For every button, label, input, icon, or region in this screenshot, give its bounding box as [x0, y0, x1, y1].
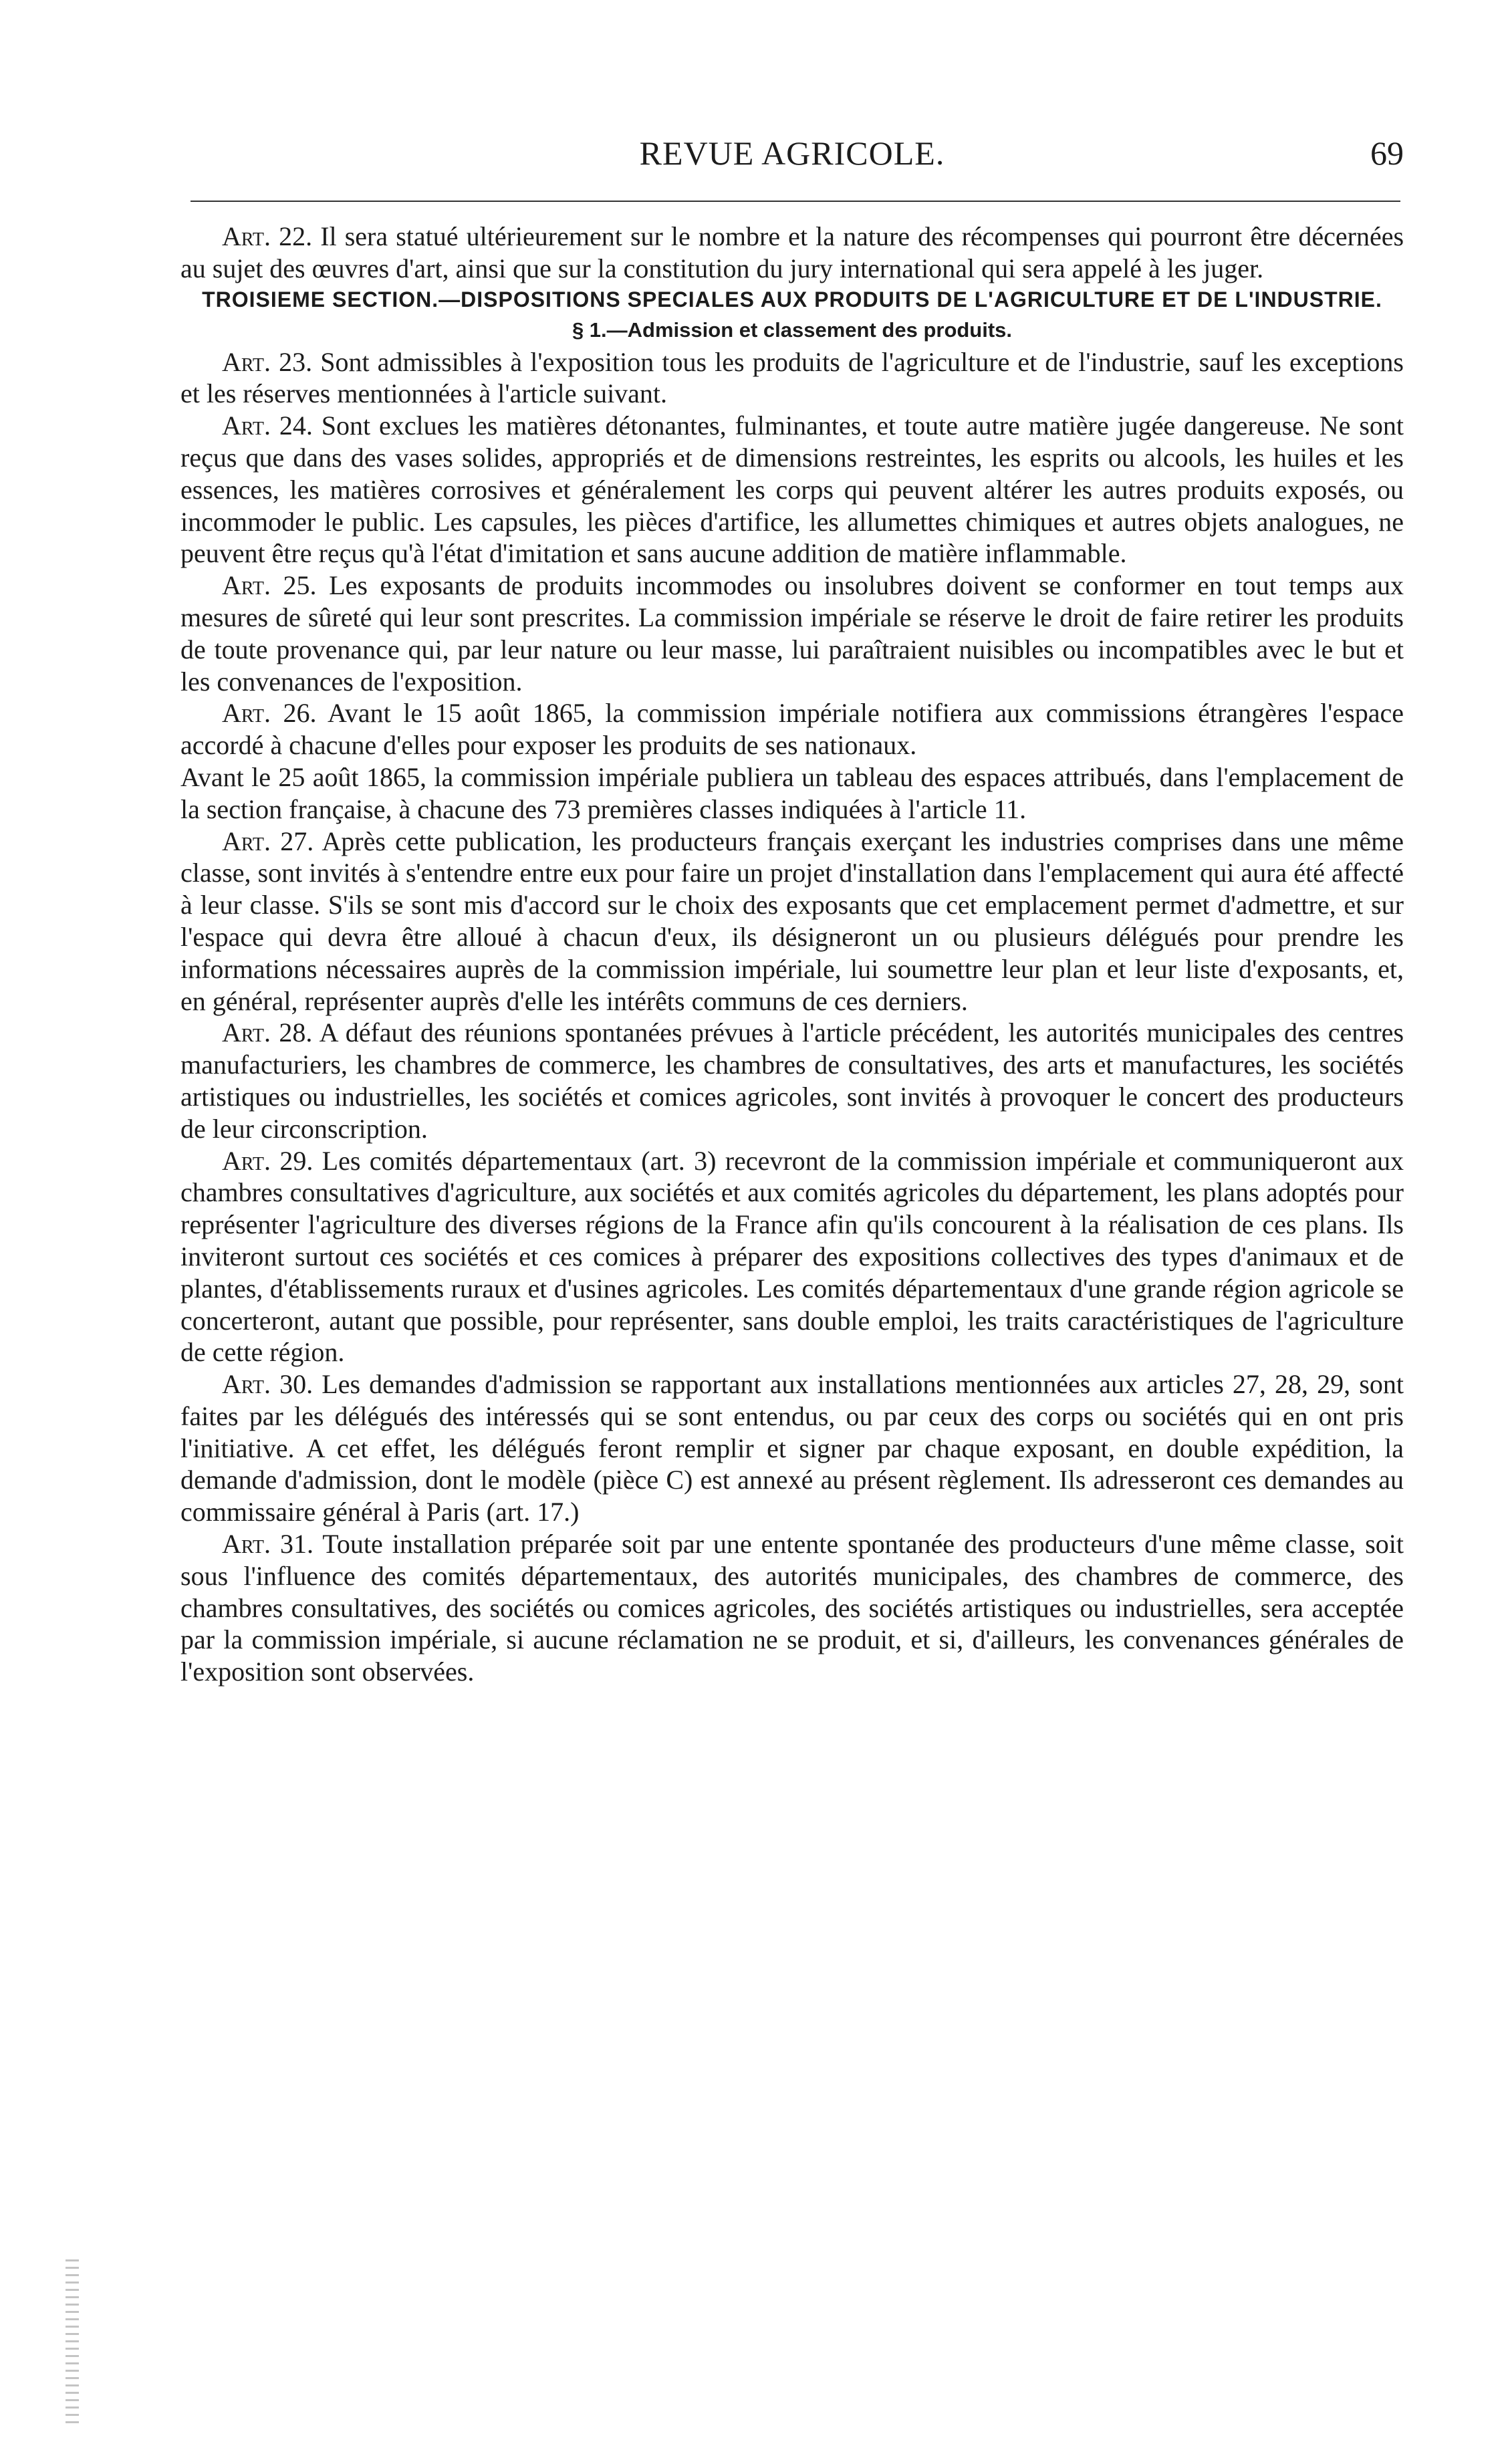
margin-specks [66, 2259, 79, 2427]
article-26-continued [180, 761, 1404, 826]
article-text: Les comités départementaux (art. 3) recevront de la commission impériale et communiqueront aux chambres consultatives d'agriculture, aux sociétés et aux comités agricoles du département, les plans adoptés pour représenter l'agriculture des diverses régions de la France afin qu'ils concourent à la réalisation de ces plans. Ils inviteront surtout ces sociétés et ces comices à préparer des expositions collectives des types d'animaux et de plantes, d'établissements ruraux et d'usines agricoles. Les comités départementaux d'une grande région agricole se concerteront, autant que possible, pour représenter, sans double emploi, les traits caractéristiques de l'agriculture de cette région. [180, 1145, 1404, 1368]
article-text: A défaut des réunions spontanées prévues à l'article précédent, les autorités municipales des centres manufacturiers, les chambres de commerce, les chambres de consultatives, des arts et manufactures, les sociétés artistiques ou industrielles, les sociétés et comices agricoles, sont invités à provoquer le concert des producteurs de leur circonscription. [180, 1017, 1404, 1144]
body-text [180, 221, 1404, 1688]
article-23 [180, 346, 1404, 410]
page-header [180, 134, 1404, 180]
article-30 [180, 1368, 1404, 1528]
article-text: Les exposants de produits incommodes ou insolubres doivent se conformer en tout temps aux mesures de sûreté qui leur sont prescrites. La commission impériale se réserve le droit de faire retirer les produits de toute provenance qui, par leur nature ou leur masse, lui paraîtraient nuisibles ou incompatibles avec le but et les convenances de l'exposition. [180, 570, 1404, 697]
article-22 [180, 221, 1404, 285]
article-28 [180, 1017, 1404, 1144]
article-label: Art. 31. [222, 1529, 314, 1560]
article-24 [180, 410, 1404, 570]
article-label: Art. 28. [222, 1017, 313, 1048]
article-label: Art. 25. [222, 570, 317, 601]
article-text: Après cette publication, les producteurs français exerçant les industries comprises dans une même classe, sont invités à s'entendre entre eux pour faire un projet d'installation dans l'emplacement qui aura été affecté à leur classe. S'ils se sont mis d'accord sur le choix des exposants que cet emplacement permet d'admettre, et sur l'espace qui devra être alloué à chacun d'eux, ils désigneront un ou plusieurs délégués pour prendre les informations nécessaires auprès de la commission impériale, lui soumettre leur plan et leur liste d'exposants, et, en général, représenter auprès d'elle les intérêts communs de ces derniers. [180, 826, 1404, 1016]
header-rule [191, 201, 1400, 202]
article-text: Sont admissibles à l'exposition tous les produits de l'agriculture et de l'industrie, sauf les exceptions et les réserves mentionnées à l'article suivant. [180, 346, 1404, 409]
article-26 [180, 697, 1404, 761]
page-number: 69 [1370, 134, 1404, 172]
section-heading: TROISIEME SECTION.—DISPOSITIONS SPECIALES AUX PRODUITS DE L'AGRICULTURE ET DE L'INDUSTRIE. [202, 287, 1382, 312]
article-label: Art. 26. [222, 698, 317, 729]
subsection-heading: § 1.—Admission et classement des produits. [572, 318, 1013, 342]
article-text: Sont exclues les matières détonantes, fulminantes, et toute autre matière jugée dangereuse. Ne sont reçus que dans des vases solides, appropriés et de dimensions restreintes, les esprits ou alcools, les huiles et les essences, les matières corrosives et généralement les corps qui peuvent altérer les autres produits exposés, ou incommoder le public. Les capsules, les pièces d'artifice, les allumettes chimiques et autres objets analogues, ne peuvent être reçus qu'à l'état d'imitation et sans aucune addition de matière inflammable. [180, 410, 1404, 569]
article-text: Toute installation préparée soit par une entente spontanée des producteurs d'une même classe, soit sous l'influence des comités départementaux, des autorités municipales, des chambres de commerce, des chambres consultatives, des sociétés ou comices agricoles, des sociétés artistiques ou industrielles, sera acceptée par la commission impériale, si aucune réclamation ne se produit, et si, d'ailleurs, les convenances générales de l'exposition sont observées. [180, 1529, 1404, 1687]
article-text: Il sera statué ultérieurement sur le nombre et la nature des récompenses qui pourront être décernées au sujet des œuvres d'art, ainsi que sur la constitution du jury international qui sera appelé à les juger. [180, 221, 1404, 283]
article-label: Art. 29. [222, 1145, 314, 1176]
article-label: Art. 23. [222, 346, 313, 377]
article-label: Art. 24. [222, 410, 313, 441]
article-25 [180, 570, 1404, 697]
article-text: Les demandes d'admission se rapportant aux installations mentionnées aux articles 27, 28, 29, sont faites par les délégués des intéressés qui se sont entendus, ou par ceux des corps ou sociétés qui en ont pris l'initiative. A cet effet, les délégués feront remplir et signer par chaque exposant, en double expédition, la demande d'admission, dont le modèle (pièce C) est annexé au présent règlement. Ils adresseront ces demandes au commissaire général à Paris (art. 17.) [180, 1369, 1404, 1527]
article-31 [180, 1528, 1404, 1688]
article-text: Avant le 15 août 1865, la commission impériale notifiera aux commissions étrangères l'espace accordé à chacune d'elles pour exposer les produits de ses nationaux. [180, 698, 1404, 761]
article-label: Art. 30. [222, 1369, 314, 1400]
article-label: Art. 22. [222, 221, 313, 251]
article-27 [180, 826, 1404, 1017]
article-label: Art. 27. [222, 826, 314, 856]
article-text: Avant le 25 août 1865, la commission impériale publiera un tableau des espaces attribués, dans l'emplacement de la section française, à chacune des 73 premières classes indiquées à l'article 11. [180, 761, 1404, 824]
running-title: REVUE AGRICOLE. [639, 134, 945, 172]
article-29 [180, 1145, 1404, 1369]
